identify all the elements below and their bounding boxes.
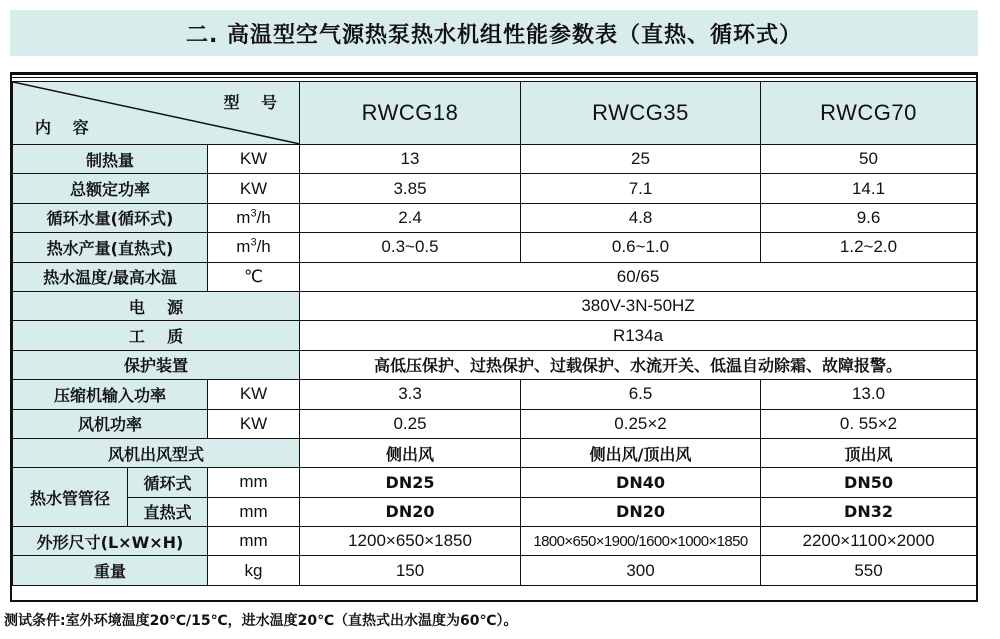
table-row (13, 262, 977, 291)
table-row (13, 145, 977, 174)
spec-table-frame (10, 72, 978, 602)
row-unit: ℃ (208, 262, 300, 291)
cell-value: DN25 (300, 468, 521, 497)
row-label: 制热量 (13, 145, 208, 174)
unit-base: m (236, 237, 251, 257)
model-label: 型 号 (223, 93, 286, 112)
cell-value: 1800×650×1900/1600×1000×1850 (521, 527, 761, 556)
table-row (13, 380, 977, 409)
table-row (13, 291, 977, 320)
test-conditions-footnote: 测试条件:室外环境温度20℃/15℃，进水温度20℃（直热式出水温度为60℃）。 (4, 613, 518, 629)
cell-value: 3.85 (300, 174, 521, 203)
cell-value-merged: 高低压保护、过热保护、过载保护、水流开关、低温自动除霜、故障报警。 (300, 350, 977, 379)
cell-value: 9.6 (761, 203, 977, 232)
content-label: 内 容 (35, 118, 97, 137)
row-unit: KW (208, 174, 300, 203)
table-row (13, 174, 977, 203)
table-row (13, 233, 977, 262)
cell-value: 1200×650×1850 (300, 527, 521, 556)
table-row (13, 321, 977, 350)
row-unit: KW (208, 145, 300, 174)
row-label: 外形尺寸(L×W×H) (13, 527, 208, 556)
row-label-group: 热水管管径 (13, 468, 128, 527)
cell-value: 300 (521, 556, 761, 585)
row-label: 重量 (13, 556, 208, 585)
header-row (13, 82, 977, 145)
unit-base: m (236, 207, 251, 227)
cell-value: 6.5 (521, 380, 761, 409)
cell-value-merged: 60/65 (300, 262, 977, 291)
row-label: 热水温度/最高水温 (13, 262, 208, 291)
row-sublabel: 循环式 (128, 468, 208, 497)
cell-value: 顶出风 (761, 438, 977, 467)
cell-value: DN20 (300, 497, 521, 526)
cell-value: DN20 (521, 497, 761, 526)
row-unit: mm (208, 468, 300, 497)
table-row (13, 350, 977, 379)
spec-table (12, 81, 977, 586)
cell-value: 0. 55×2 (761, 409, 977, 438)
row-label: 工 质 (13, 321, 300, 350)
table-row (13, 203, 977, 232)
model-header-2: RWCG35 (521, 82, 761, 145)
cell-value: DN50 (761, 468, 977, 497)
row-unit (208, 233, 300, 262)
model-header-1: RWCG18 (300, 82, 521, 145)
row-unit: KW (208, 409, 300, 438)
cell-value: 0.25 (300, 409, 521, 438)
cell-value-merged: 380V-3N-50HZ (300, 291, 977, 320)
row-unit (208, 203, 300, 232)
cell-value: 3.3 (300, 380, 521, 409)
cell-value: 50 (761, 145, 977, 174)
cell-value: DN40 (521, 468, 761, 497)
cell-value: 13.0 (761, 380, 977, 409)
cell-value: 150 (300, 556, 521, 585)
page-title: 二. 高温型空气源热泵热水机组性能参数表（直热、循环式） (10, 10, 978, 56)
cell-value: 4.8 (521, 203, 761, 232)
cell-value: 2.4 (300, 203, 521, 232)
header-diagonal-cell (13, 82, 300, 145)
cell-value: 0.6~1.0 (521, 233, 761, 262)
row-label: 保护装置 (13, 350, 300, 379)
cell-value: 25 (521, 145, 761, 174)
cell-value: 550 (761, 556, 977, 585)
cell-value: 侧出风/顶出风 (521, 438, 761, 467)
cell-value: 7.1 (521, 174, 761, 203)
cell-value: 1.2~2.0 (761, 233, 977, 262)
row-unit: KW (208, 380, 300, 409)
row-label: 总额定功率 (13, 174, 208, 203)
table-row (13, 409, 977, 438)
row-label: 风机出风型式 (13, 438, 300, 467)
table-row (13, 497, 977, 526)
row-label: 压缩机输入功率 (13, 380, 208, 409)
cell-value: 14.1 (761, 174, 977, 203)
table-row (13, 556, 977, 585)
row-unit: mm (208, 497, 300, 526)
cell-value: 0.25×2 (521, 409, 761, 438)
row-label: 循环水量(循环式) (13, 203, 208, 232)
cell-value: 0.3~0.5 (300, 233, 521, 262)
cell-value: DN32 (761, 497, 977, 526)
cell-value-merged: R134a (300, 321, 977, 350)
cell-value: 2200×1100×2000 (761, 527, 977, 556)
row-unit: kg (208, 556, 300, 585)
unit-sup: 3 (250, 236, 257, 249)
cell-value: 侧出风 (300, 438, 521, 467)
cell-value: 13 (300, 145, 521, 174)
row-unit: mm (208, 527, 300, 556)
row-label: 电 源 (13, 291, 300, 320)
unit-tail: /h (256, 207, 271, 227)
table-row (13, 527, 977, 556)
table-row (13, 438, 977, 467)
unit-sup: 3 (250, 207, 257, 220)
row-sublabel: 直热式 (128, 497, 208, 526)
table-row (13, 468, 977, 497)
row-label: 风机功率 (13, 409, 208, 438)
unit-tail: /h (256, 237, 271, 257)
model-header-3: RWCG70 (761, 82, 977, 145)
row-label: 热水产量(直热式) (13, 233, 208, 262)
